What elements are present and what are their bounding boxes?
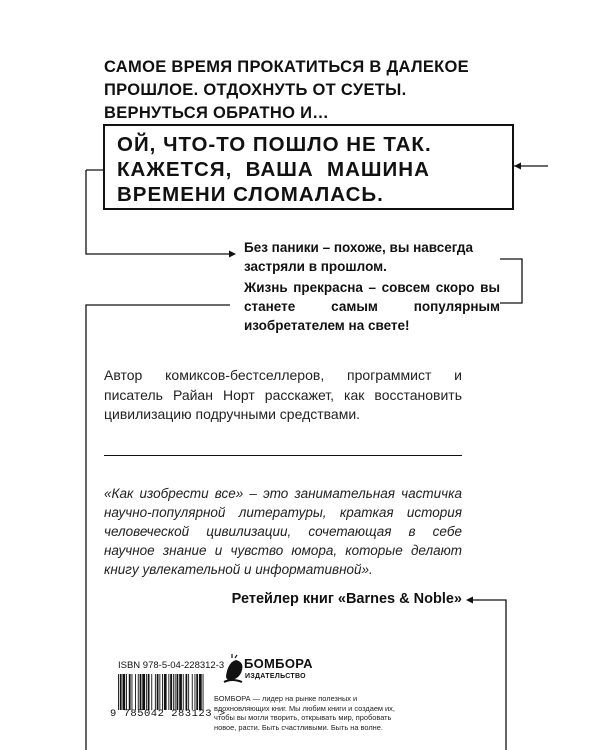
barcode-bar	[146, 674, 147, 710]
arrow-left-head-attrib	[466, 597, 473, 604]
barcode-bar	[118, 674, 119, 710]
life-text: Жизнь прекрасна – совсем скоро вы станете самым популярным изобретателем на свете!	[244, 280, 500, 333]
alert-line: ОЙ, ЧТО-ТО ПОШЛО НЕ ТАК.	[117, 133, 432, 156]
barcode-bar	[132, 674, 133, 710]
barcode-bar	[173, 674, 174, 710]
arrow-right-head-panic	[229, 251, 236, 258]
isbn-label: ISBN 978-5-04-228312-3	[118, 660, 225, 671]
barcode-bar	[179, 674, 182, 710]
barcode-bar	[157, 674, 159, 710]
barcode-bar	[140, 674, 142, 710]
barcode-bar	[126, 674, 127, 710]
barcode-bar	[192, 674, 193, 710]
barcode-bar	[129, 674, 131, 710]
alert-line: ВРЕМЕНИ СЛОМАЛАСЬ.	[117, 183, 384, 206]
barcode-bar	[175, 674, 176, 710]
connector-right-bracket	[500, 259, 522, 303]
barcode-bar	[151, 674, 152, 710]
barcode-bar	[170, 674, 172, 710]
barcode-bar	[120, 674, 122, 710]
publisher-name: БОМБОРА	[244, 656, 313, 671]
barcode-digits: 9 785042 283123 >	[110, 708, 226, 720]
barcode-bar	[186, 674, 188, 710]
connector-left-panic	[86, 170, 230, 254]
intro-line: ПРОШЛОЕ. ОТДОХНУТЬ ОТ СУЕТЫ.	[104, 81, 407, 99]
intro-line: ВЕРНУТЬСЯ ОБРАТНО И…	[104, 104, 330, 122]
barcode-bar	[168, 674, 169, 710]
barcode-bar	[162, 674, 163, 710]
barcode-bar	[203, 674, 204, 710]
barcode-bar	[159, 674, 160, 710]
barcode-bar	[199, 674, 202, 710]
author-text: Автор комиксов-бестселлеров, программист и писатель Райан Норт расскажет, как восстановить цивилизацию подручными средствами.	[104, 367, 462, 422]
barcode-bar	[183, 674, 184, 710]
barcode-bar	[148, 674, 150, 710]
publisher-sub: ИЗДАТЕЛЬСТВО	[245, 673, 306, 680]
barcode-bar	[177, 674, 179, 710]
connector-attribution	[470, 600, 506, 750]
barcode-bar	[138, 674, 139, 710]
barcode-bar	[155, 674, 156, 710]
barcode-bar	[123, 674, 126, 710]
intro-line: САМОЕ ВРЕМЯ ПРОКАТИТЬСЯ В ДАЛЕКОЕ	[104, 58, 469, 76]
barcode-bar	[196, 674, 198, 710]
publisher-blurb: БОМБОРА — лидер на рынке полезных и вдохновляющих книг. Мы любим книги и создаем их, чтобы вы могли творить, открывать мир, пробовать новое, расти. Быть счастливыми. Быть на волне.	[214, 694, 395, 732]
quote-text: «Как изобрести все» – это занимательная частичка научно-популярной литературы, краткая история человеческой цивилизации, сочетающая в себе научное знание и чувство юмора, которые делают книгу увлекательной и информативной».	[104, 486, 462, 577]
divider	[104, 455, 462, 456]
arrow-left-head	[514, 163, 521, 170]
barcode-bar	[142, 674, 145, 710]
panic-text: Без паники – похоже, вы навсегда застряли в прошлом.	[244, 240, 473, 274]
barcode-bar	[164, 674, 167, 710]
barcode-bar	[188, 674, 189, 710]
barcode-bar	[195, 674, 196, 710]
barcode-bar	[135, 674, 136, 710]
barcode	[116, 674, 206, 710]
alert-line: КАЖЕТСЯ, ВАША МАШИНА	[117, 158, 430, 181]
quote-attribution: Ретейлер книг «Barnes & Noble»	[231, 591, 462, 607]
